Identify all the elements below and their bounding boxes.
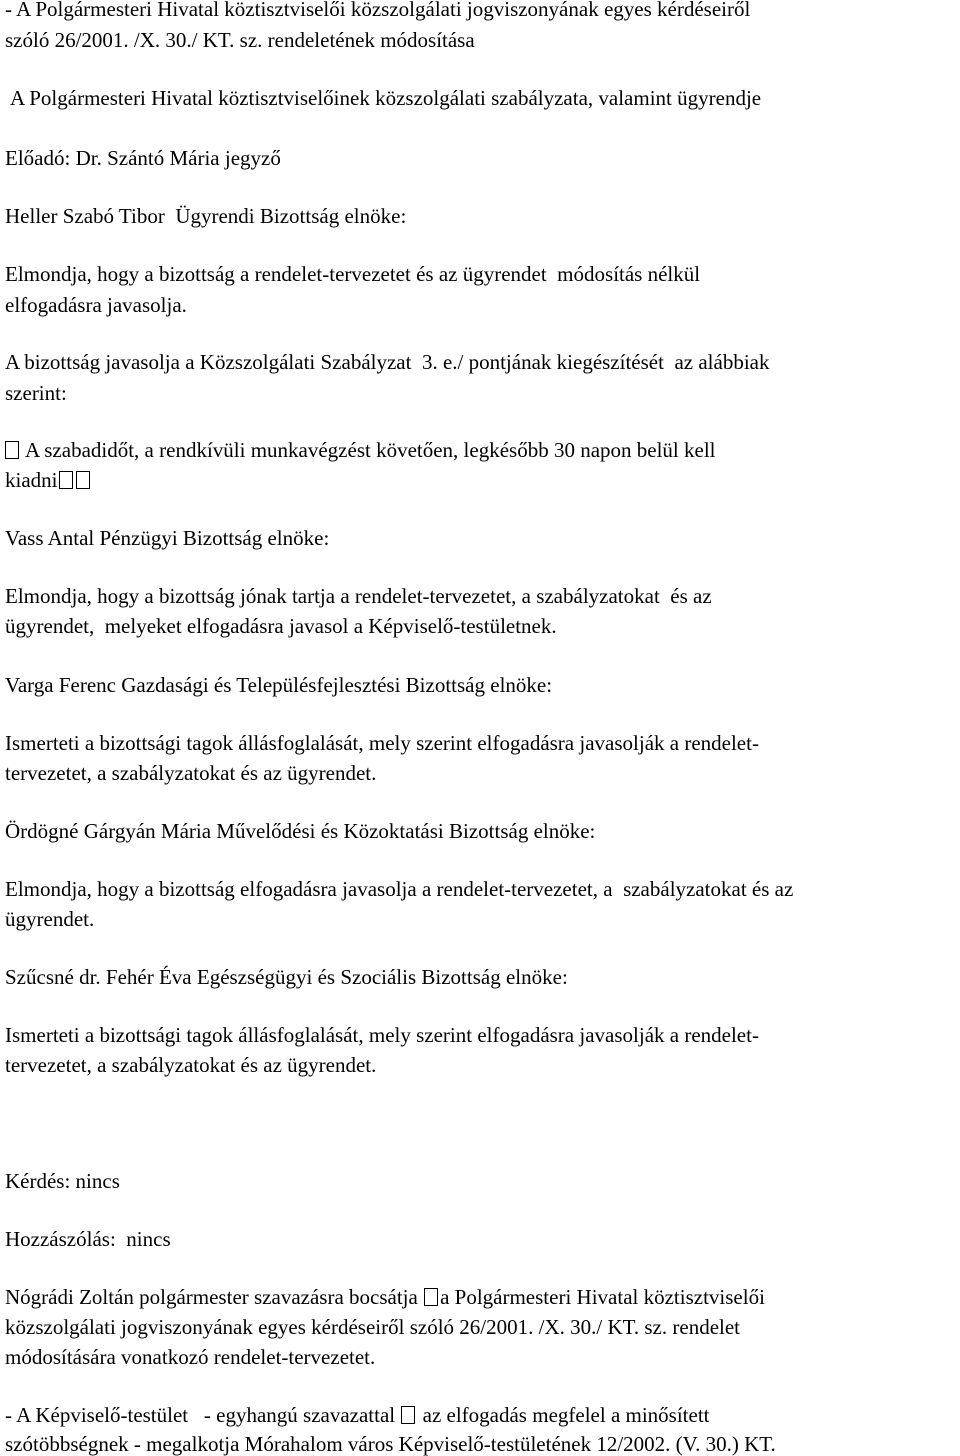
- speaker-penzugyi: Vass Antal Pénzügyi Bizottság elnöke:: [5, 526, 330, 550]
- comment-line: Hozzászólás: nincs: [5, 1227, 171, 1251]
- speaker-penzugyi-text-2: ügyrendet, melyeket elfogadásra javasol a Képviselő-testületnek.: [5, 614, 557, 638]
- speaker-muvelodesi: Ördögné Gárgyán Mária Művelődési és Közoktatási Bizottság elnöke:: [5, 819, 596, 843]
- vote-text-1a: Nógrádi Zoltán polgármester szavazásra bocsátja: [5, 1285, 424, 1309]
- speaker-egeszsegugyi-text-1: Ismerteti a bizottsági tagok állásfoglalását, mely szerint elfogadásra javasolják a rendelet-: [5, 1023, 759, 1047]
- proposal-line-2: szerint:: [5, 381, 67, 405]
- result-line-2: szótöbbségnek - megalkotja Mórahalom város Képviselő-testületének 12/2002. (V. 30.) KT.: [5, 1432, 776, 1456]
- vote-text-1b: a Polgármesteri Hivatal köztisztviselői: [440, 1285, 765, 1309]
- presenter-line: Előadó: Dr. Szántó Mária jegyző: [5, 146, 281, 170]
- question-line: Kérdés: nincs: [5, 1169, 120, 1193]
- intro-line-1: - A Polgármesteri Hivatal köztisztviselői közszolgálati jogviszonyának egyes kérdéseiről: [5, 0, 751, 21]
- result-text-1b: az elfogadás megfelel a minősített: [417, 1403, 710, 1427]
- speaker-egeszsegugyi: Szűcsné dr. Fehér Éva Egészségügyi és Szociális Bizottság elnöke:: [5, 965, 568, 989]
- vote-line-2: közszolgálati jogviszonyának egyes kérdéseiről szóló 26/2001. /X. 30./ KT. sz. rendelet: [5, 1315, 740, 1339]
- speaker-gazdasagi-text-1: Ismerteti a bizottsági tagok állásfoglalását, mely szerint elfogadásra javasolják a rendelet-: [5, 731, 759, 755]
- placeholder-glyph-icon: [424, 1288, 438, 1306]
- placeholder-glyph-icon: [5, 441, 19, 459]
- subtitle: A Polgármesteri Hivatal köztisztviselőinek közszolgálati szabályzata, valamint ügyrendje: [10, 86, 762, 110]
- speaker-penzugyi-text-1: Elmondja, hogy a bizottság jónak tartja a rendelet-tervezetet, a szabályzatokat és az: [5, 584, 712, 608]
- speaker-gazdasagi: Varga Ferenc Gazdasági és Településfejlesztési Bizottság elnöke:: [5, 673, 553, 697]
- speaker-muvelodesi-text-1: Elmondja, hogy a bizottság elfogadásra javasolja a rendelet-tervezetet, a szabályzatokat és az: [5, 877, 794, 901]
- amendment-text-1: A szabadidőt, a rendkívüli munkavégzést követően, legkésőbb 30 napon belül kell: [25, 438, 716, 462]
- amendment-line-1: [5, 438, 716, 462]
- speaker-ugyrendi-text-1: Elmondja, hogy a bizottság a rendelet-tervezetet és az ügyrendet módosítás nélkül: [5, 262, 701, 286]
- result-line-1: [5, 1403, 710, 1427]
- intro-line-2: szóló 26/2001. /X. 30./ KT. sz. rendeletének módosítása: [5, 28, 475, 52]
- proposal-line-1: A bizottság javasolja a Közszolgálati Szabályzat 3. e./ pontjának kiegészítését az alábbiak: [5, 350, 770, 374]
- speaker-ugyrendi: Heller Szabó Tibor Ügyrendi Bizottság elnöke:: [5, 204, 407, 228]
- speaker-muvelodesi-text-2: ügyrendet.: [5, 907, 95, 931]
- speaker-gazdasagi-text-2: tervezetet, a szabályzatokat és az ügyrendet.: [5, 761, 377, 785]
- placeholder-glyph-icon: [59, 471, 73, 489]
- vote-line-3: módosítására vonatkozó rendelet-tervezetet.: [5, 1345, 376, 1369]
- amendment-text-2: kiadni: [5, 468, 58, 492]
- amendment-line-2: [5, 468, 92, 492]
- result-text-1a: - A Képviselő-testület - egyhangú szavazattal: [5, 1403, 401, 1427]
- speaker-ugyrendi-text-2: elfogadásra javasolja.: [5, 293, 187, 317]
- vote-line-1: [5, 1285, 765, 1309]
- placeholder-glyph-icon: [76, 471, 90, 489]
- placeholder-glyph-icon: [401, 1406, 415, 1424]
- speaker-egeszsegugyi-text-2: tervezetet, a szabályzatokat és az ügyrendet.: [5, 1053, 377, 1077]
